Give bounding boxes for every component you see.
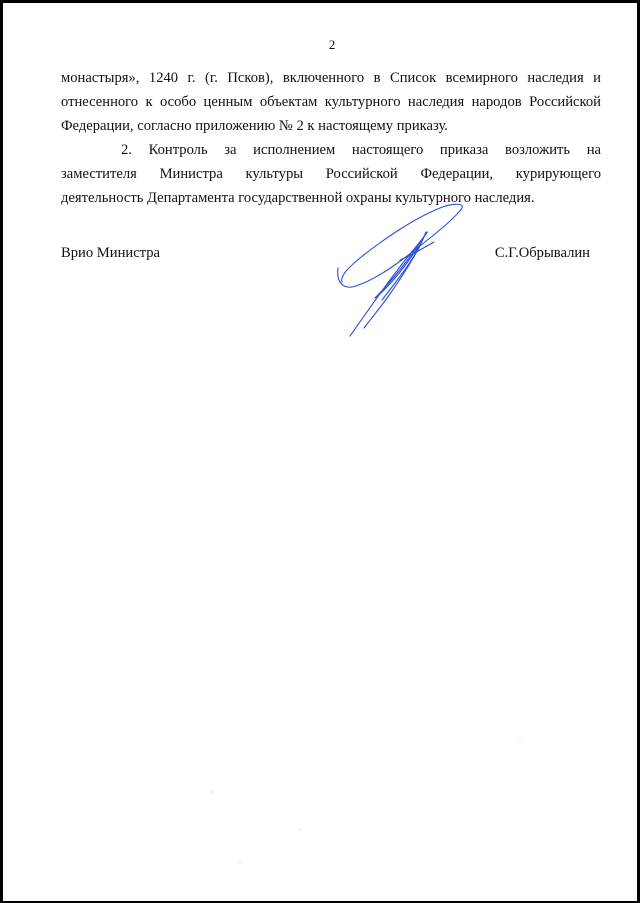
document-body bbox=[61, 66, 601, 210]
paragraph-2-line-3: деятельность Департамента государственной охраны культурного наследия. bbox=[61, 190, 535, 206]
paragraph-2-line-1: 2. Контроль за исполнением настоящего приказа возложить на bbox=[121, 142, 601, 158]
paragraph-2-line-2: заместителя Министра культуры Российской Федерации, курирующего bbox=[61, 166, 601, 182]
paragraph-1-line-1: монастыря», 1240 г. (г. Псков), включенного в Список всемирного наследия и bbox=[61, 70, 601, 86]
scan-border-top bbox=[0, 0, 640, 3]
scan-border-left bbox=[0, 0, 3, 903]
page-number: 2 bbox=[328, 37, 336, 52]
handwritten-signature bbox=[330, 198, 470, 338]
paragraph-1-line-3: Федерации, согласно приложению № 2 к настоящему приказу. bbox=[61, 118, 448, 134]
paragraph-1-line-2: отнесенного к особо ценным объектам культурного наследия народов Российской bbox=[61, 94, 601, 110]
paragraph-1 bbox=[61, 66, 601, 138]
signatory-name: С.Г.Обрывалин bbox=[494, 245, 590, 261]
signatory-position: Врио Министра bbox=[61, 245, 160, 261]
